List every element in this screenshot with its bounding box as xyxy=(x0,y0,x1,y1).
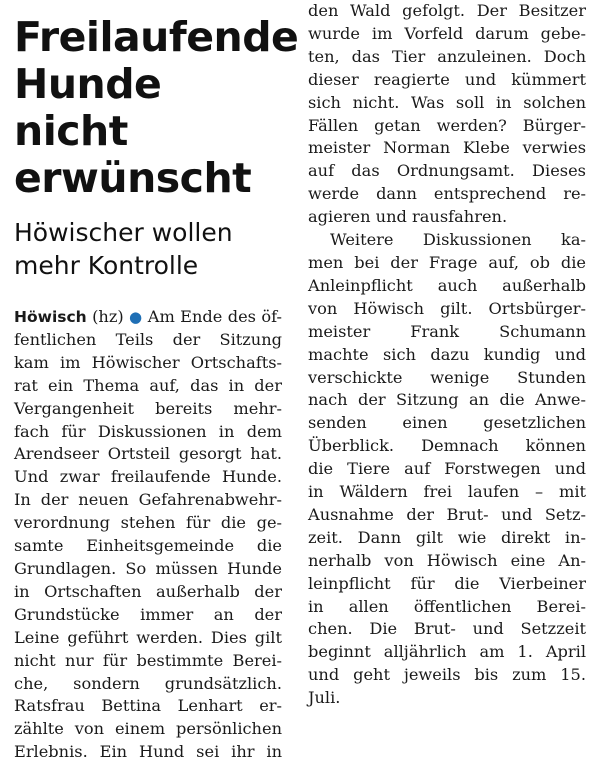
dateline-author: (hz) xyxy=(86,307,130,326)
text-line: Grundlagen. So müssen Hunde xyxy=(14,558,282,578)
bullet-icon: ● xyxy=(129,308,143,326)
text-line: fach für Diskussionen in dem xyxy=(14,421,282,441)
text-line: sich nicht. Was soll in solchen xyxy=(308,92,586,112)
text-line: die Tiere auf Forstwegen und xyxy=(308,459,586,479)
right-column-paragraph-2 xyxy=(308,229,586,710)
text-line: senden einen gesetzlichen xyxy=(308,413,586,433)
text-line: meister Norman Klebe verwies xyxy=(308,138,586,158)
text-line: leinpflicht für die Vierbeiner xyxy=(308,573,586,593)
text-line: Leine geführt werden. Dies gilt xyxy=(14,627,282,647)
left-column xyxy=(14,13,299,764)
text-line: Fällen getan werden? Bürger- xyxy=(308,115,586,135)
text-line: In der neuen Gefahrenabwehr- xyxy=(14,490,282,510)
text-line: auf das Ordnungsamt. Dieses xyxy=(308,161,586,181)
text-line: verordnung stehen für die ge- xyxy=(14,513,282,533)
text-line: werde dann entsprechend re- xyxy=(308,184,586,204)
text-line: meister Frank Schumann xyxy=(308,321,586,341)
text-line: den Wald gefolgt. Der Besitzer xyxy=(308,1,586,20)
text-line: Ratsfrau Bettina Lenhart er- xyxy=(14,696,282,716)
subheadline xyxy=(14,216,282,282)
right-column xyxy=(308,0,586,710)
text-line: in Ortschaften außerhalb der xyxy=(14,581,282,601)
text-line: Vergangenheit bereits mehr- xyxy=(14,398,282,418)
text-line: wurde im Vorfeld darum gebe- xyxy=(308,23,586,43)
text-line: ten, das Tier anzuleinen. Doch xyxy=(308,46,586,66)
text-line: Anleinpflicht auch außerhalb xyxy=(308,275,586,295)
text-line: Erlebnis. Ein Hund sei ihr in xyxy=(14,742,282,762)
headline-line-3: erwünscht xyxy=(14,154,252,202)
headline xyxy=(14,13,299,202)
dateline-place: Höwisch xyxy=(14,308,87,326)
text-line: und geht jeweils bis zum 15. xyxy=(308,665,586,685)
text-line: Und zwar freilaufende Hunde. xyxy=(14,467,282,487)
text-line: Ausnahme der Brut- und Setz- xyxy=(308,504,586,524)
text-line: zeit. Dann gilt wie direkt in- xyxy=(308,527,586,547)
headline-line-1: Freilaufende xyxy=(14,13,299,61)
text-line: samte Einheitsgemeinde die xyxy=(14,536,282,556)
text-line: kam im Höwischer Ortschafts- xyxy=(14,352,282,372)
text-line: in allen öffentlichen Berei- xyxy=(308,596,586,616)
text-line: men bei der Frage auf, ob die xyxy=(308,252,586,272)
text-line: Juli. xyxy=(308,688,341,708)
left-column-body xyxy=(14,306,282,764)
right-column-paragraph-1 xyxy=(308,0,586,229)
text-line: beginnt alljährlich am 1. April xyxy=(308,642,586,662)
dateline-line xyxy=(14,306,282,329)
headline-line-2: Hunde nicht xyxy=(14,60,162,155)
text-line: verschickte wenige Stunden xyxy=(308,367,586,387)
text-line: Weitere Diskussionen ka- xyxy=(330,230,586,250)
text-line: Überblick. Demnach können xyxy=(308,436,586,456)
text-line: machte sich dazu kundig und xyxy=(308,344,586,364)
text-line: von Höwisch gilt. Ortsbürger- xyxy=(308,298,586,318)
subheadline-line-1: Höwischer wollen xyxy=(14,218,233,247)
text-line: fentlichen Teils der Sitzung xyxy=(14,329,282,349)
text-line: agieren und rausfahren. xyxy=(308,207,508,227)
text-line: nicht nur für bestimmte Berei- xyxy=(14,650,282,670)
text-fragment: Am Ende des öf- xyxy=(142,307,282,326)
text-line: che, sondern grundsätzlich. xyxy=(14,673,282,693)
text-line: nerhalb von Höwisch eine An- xyxy=(308,550,586,570)
text-line: nach der Sitzung an die Anwe- xyxy=(308,390,586,410)
text-line: zählte von einem persönlichen xyxy=(14,719,282,739)
text-line: Arendseer Ortsteil gesorgt hat. xyxy=(14,444,282,464)
text-line: Grundstücke immer an der xyxy=(14,604,282,624)
subheadline-line-2: mehr Kontrolle xyxy=(14,251,199,280)
text-line: chen. Die Brut- und Setzzeit xyxy=(308,619,586,639)
text-line: in Wäldern frei laufen – mit xyxy=(308,482,586,502)
text-line: dieser reagierte und kümmert xyxy=(308,69,586,89)
text-line: rat ein Thema auf, das in der xyxy=(14,375,282,395)
